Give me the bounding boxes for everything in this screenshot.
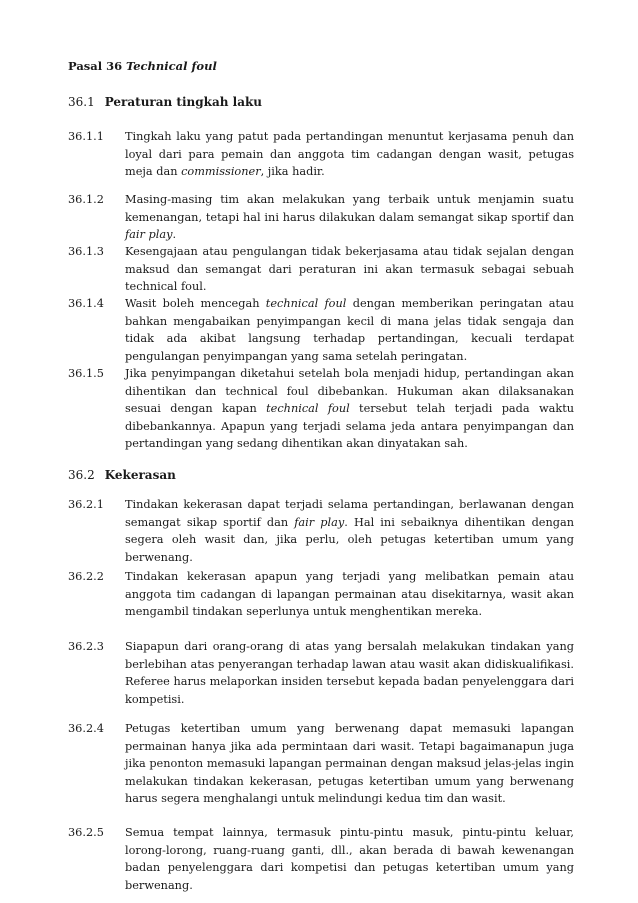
section-number: 36.1 [68,95,95,109]
item-number: 36.1.5 [68,367,104,380]
article-heading [68,59,217,73]
item-number: 36.2.1 [68,498,104,511]
item-number: 36.1.3 [68,245,104,258]
item-number: 36.2.5 [68,826,104,839]
list-item [68,243,574,296]
item-number: 36.1.1 [68,130,104,143]
item-text: Semua tempat lainnya, termasuk pintu-pintu masuk, pintu-pintu keluar, lorong-lorong, ruang-ruang ganti, dll., akan berada di bawah kewenangan badan penyelenggara dari kompetisi dan petugas ketertiban umum yang berwenang. [125,826,574,892]
article-title: Technical foul [126,59,217,73]
item-text: Jika penyimpangan diketahui setelah bola menjadi hidup, pertandingan akan dihentikan dan technical foul dibebankan. Hukuman akan dilaksanakan sesuai dengan kapan technical foul tersebut telah terjadi pada waktu dibebankannya. Apapun yang terjadi selama jeda antara penyimpangan dan pertandingan yang sedang dihentikan akan dinyatakan sah. [125,367,575,450]
item-number: 36.2.4 [68,722,104,735]
article-number: Pasal 36 [68,59,123,73]
item-text: Masing-masing tim akan melakukan yang terbaik untuk menjamin suatu kemenangan, tetapi hal ini harus dilakukan dalam semangat sikap sportif dan fair play. [125,193,574,241]
item-text: Siapapun dari orang-orang di atas yang bersalah melakukan tindakan yang berlebihan atas penyerangan terhadap lawan atau wasit akan didiskualifikasi. Referee harus melaporkan insiden tersebut kepada badan penyelenggara dari kompetisi. [125,640,574,706]
list-item [68,720,574,808]
item-text: Petugas ketertiban umum yang berwenang dapat memasuki lapangan permainan hanya jika ada permintaan dari wasit. Tetapi bagaimanapun juga jika penonton memasuki lapangan permainan dengan maksud jelas-jelas ingin melakukan tindakan kekerasan, petugas ketertiban umum yang berwenang harus segera menghalangi untuk melindungi kedua tim dan wasit. [125,722,574,805]
item-text: Tindakan kekerasan apapun yang terjadi yang melibatkan pemain atau anggota tim cadangan di lapangan permainan atau disekitarnya, wasit akan mengambil tindakan seperlunya untuk menghentikan mereka. [125,570,574,618]
list-item [68,191,574,244]
list-item [68,824,574,894]
list-item [68,295,574,365]
section-title: Kekerasan [104,468,176,482]
list-item [68,638,574,708]
item-text: Tingkah laku yang patut pada pertandingan menuntut kerjasama penuh dan loyal dari para pemain dan anggota tim cadangan dengan wasit, petugas meja dan commissioner, jika hadir. [125,130,574,178]
section-title: Peraturan tingkah laku [104,95,263,109]
item-number: 36.2.2 [68,570,104,583]
section-number: 36.2 [68,468,95,482]
list-item [68,365,574,453]
item-number: 36.1.2 [68,193,104,206]
item-text: Wasit boleh mencegah technical foul dengan memberikan peringatan atau bahkan mengabaikan penyimpangan kecil di mana jelas tidak sengaja dan tidak ada akibat langsung terhadap pertandingan, kecuali terdapat pengulangan penyimpangan yang sama setelah peringatan. [125,297,574,363]
section-heading [68,95,262,109]
list-item [68,496,574,566]
item-number: 36.2.3 [68,640,104,653]
item-text: Kesengajaan atau pengulangan tidak bekerjasama atau tidak sejalan dengan maksud dan semangat dari peraturan ini akan termasuk sebagai sebuah technical foul. [125,245,574,293]
list-item [68,128,574,181]
item-text: Tindakan kekerasan dapat terjadi selama pertandingan, berlawanan dengan semangat sikap sportif dan fair play. Hal ini sebaiknya dihentikan dengan segera oleh wasit dan, jika perlu, oleh petugas ketertiban umum yang berwenang. [125,498,575,564]
section-heading [68,468,176,482]
item-number: 36.1.4 [68,297,104,310]
list-item [68,568,574,621]
